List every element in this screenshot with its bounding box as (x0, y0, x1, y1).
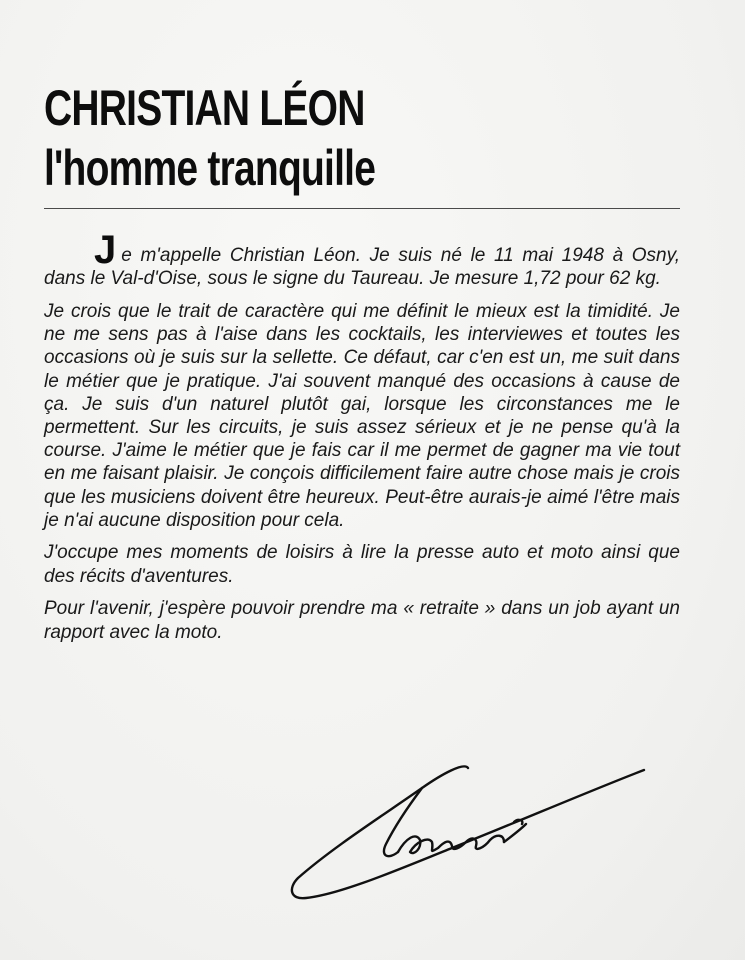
title-name: CHRISTIAN LÉON (44, 80, 365, 136)
paragraph-1 (44, 228, 680, 290)
title-divider (44, 208, 680, 209)
article-title (44, 78, 704, 198)
article-body (44, 228, 680, 653)
signature-icon (282, 758, 652, 908)
paragraph-3: J'occupe mes moments de loisirs à lire la presse auto et moto ainsi que des récits d'aventures. (44, 542, 680, 587)
paragraph-2: Je crois que le trait de caractère qui me définit le mieux est la timidité. Je ne me sens pas à l'aise dans les cocktails, les interviewes et toutes les occasions où je suis sur la sellette. Ce défaut, car c'en est un, me suit dans le métier que je pratique. J'ai souvent manqué des occasions à cause de ça. Je suis d'un naturel plutôt gai, lorsque les circonstances me le permettent. Sur les circuits, je suis assez sérieux et je ne pense qu'à la course. J'aime le métier que je fais car il me permet de gagner ma vie tout en me faisant plaisir. Je conçois difficilement faire autre chose mais je crois que les musiciens doivent être heureux. Peut-être aurais-je aimé l'être mais je n'ai aucune disposition pour cela. (44, 300, 680, 531)
drop-cap: J (94, 228, 117, 272)
paragraph-1-text: e m'appelle Christian Léon. Je suis né le 11 mai 1948 à Osny, dans le Val-d'Oise, sous le signe du Taureau. Je mesure 1,72 pour 62 kg. (44, 245, 680, 290)
paragraph-4: Pour l'avenir, j'espère pouvoir prendre ma « retraite » dans un job ayant un rapport avec la moto. (44, 598, 680, 643)
title-subtitle: l'homme tranquille (44, 140, 376, 196)
